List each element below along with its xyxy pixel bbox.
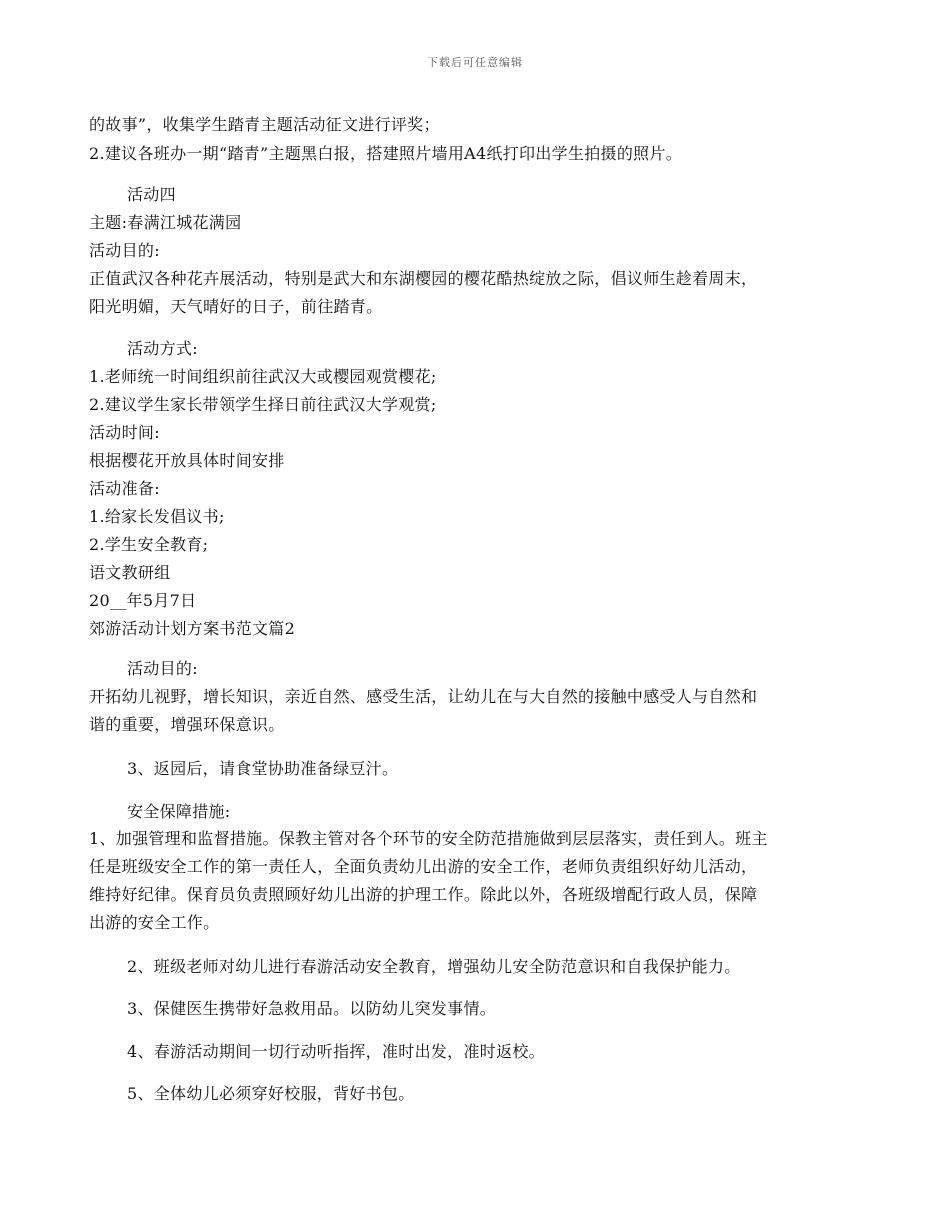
text-line: 谐的重要，增强环保意识。 (89, 715, 285, 734)
text-line: 活动目的: (127, 659, 198, 678)
page-header: 下载后可任意编辑 (427, 56, 523, 69)
list-item: 1.给家长发倡议书; (89, 507, 225, 526)
section-title: 郊游活动计划方案书范文篇2 (89, 619, 296, 638)
text-line: 3、返园后，请食堂协助准备绿豆汁。 (127, 759, 399, 778)
text-line: 语文教研组 (89, 563, 171, 582)
text-line: 维持好纪律。保育员负责照顾好幼儿出游的护理工作。除此以外，各班级增配行政人员，保障 (89, 885, 758, 904)
list-item: 2、班级老师对幼儿进行春游活动安全教育，增强幼儿安全防范意识和自我保护能力。 (127, 957, 741, 976)
list-item: 4、春游活动期间一切行动听指挥，准时出发，准时返校。 (127, 1042, 545, 1061)
section-heading: 活动四 (127, 185, 176, 204)
text-line: 主题:春满江城花满园 (89, 213, 242, 232)
text-line: 出游的安全工作。 (89, 913, 220, 932)
text-line: 活动准备: (89, 479, 160, 498)
list-item: 2.学生安全教育; (89, 535, 209, 554)
text-line: 任是班级安全工作的第一责任人，全面负责幼儿出游的安全工作，老师负责组织好幼儿活动， (89, 857, 758, 876)
list-item: 5、全体幼儿必须穿好校服，背好书包。 (127, 1084, 415, 1103)
list-item: 3、保健医生携带好急救用品。以防幼儿突发事情。 (127, 999, 497, 1018)
text-line: 活动目的: (89, 241, 160, 260)
text-line: 开拓幼儿视野，增长知识，亲近自然、感受生活，让幼儿在与大自然的接触中感受人与自然和 (89, 687, 758, 706)
date-line: 20__年5月7日 (89, 591, 197, 610)
text-line: 正值武汉各种花卉展活动，特别是武大和东湖樱园的樱花酷热绽放之际，倡议师生趁着周末， (89, 269, 758, 288)
text-line: 阳光明媚，天气晴好的日子，前往踏青。 (89, 297, 383, 316)
text-line: 根据樱花开放具体时间安排 (89, 451, 285, 470)
list-item: 2.建议学生家长带领学生择日前往武汉大学观赏; (89, 395, 437, 414)
text-line: 的故事”，收集学生踏青主题活动征文进行评奖； (89, 115, 440, 134)
text-line: 活动方式: (127, 339, 198, 358)
text-line: 活动时间: (89, 423, 160, 442)
text-line: 1、加强管理和监督措施。保教主管对各个环节的安全防范措施做到层层落实，责任到人。班主 (89, 829, 768, 848)
text-line: 2.建议各班办一期“踏青”主题黑白报，搭建照片墙用A4纸打印出学生拍摄的照片。 (89, 144, 683, 163)
text-line: 安全保障措施: (127, 802, 231, 821)
list-item: 1.老师统一时间组织前往武汉大或樱园观赏樱花; (89, 367, 437, 386)
